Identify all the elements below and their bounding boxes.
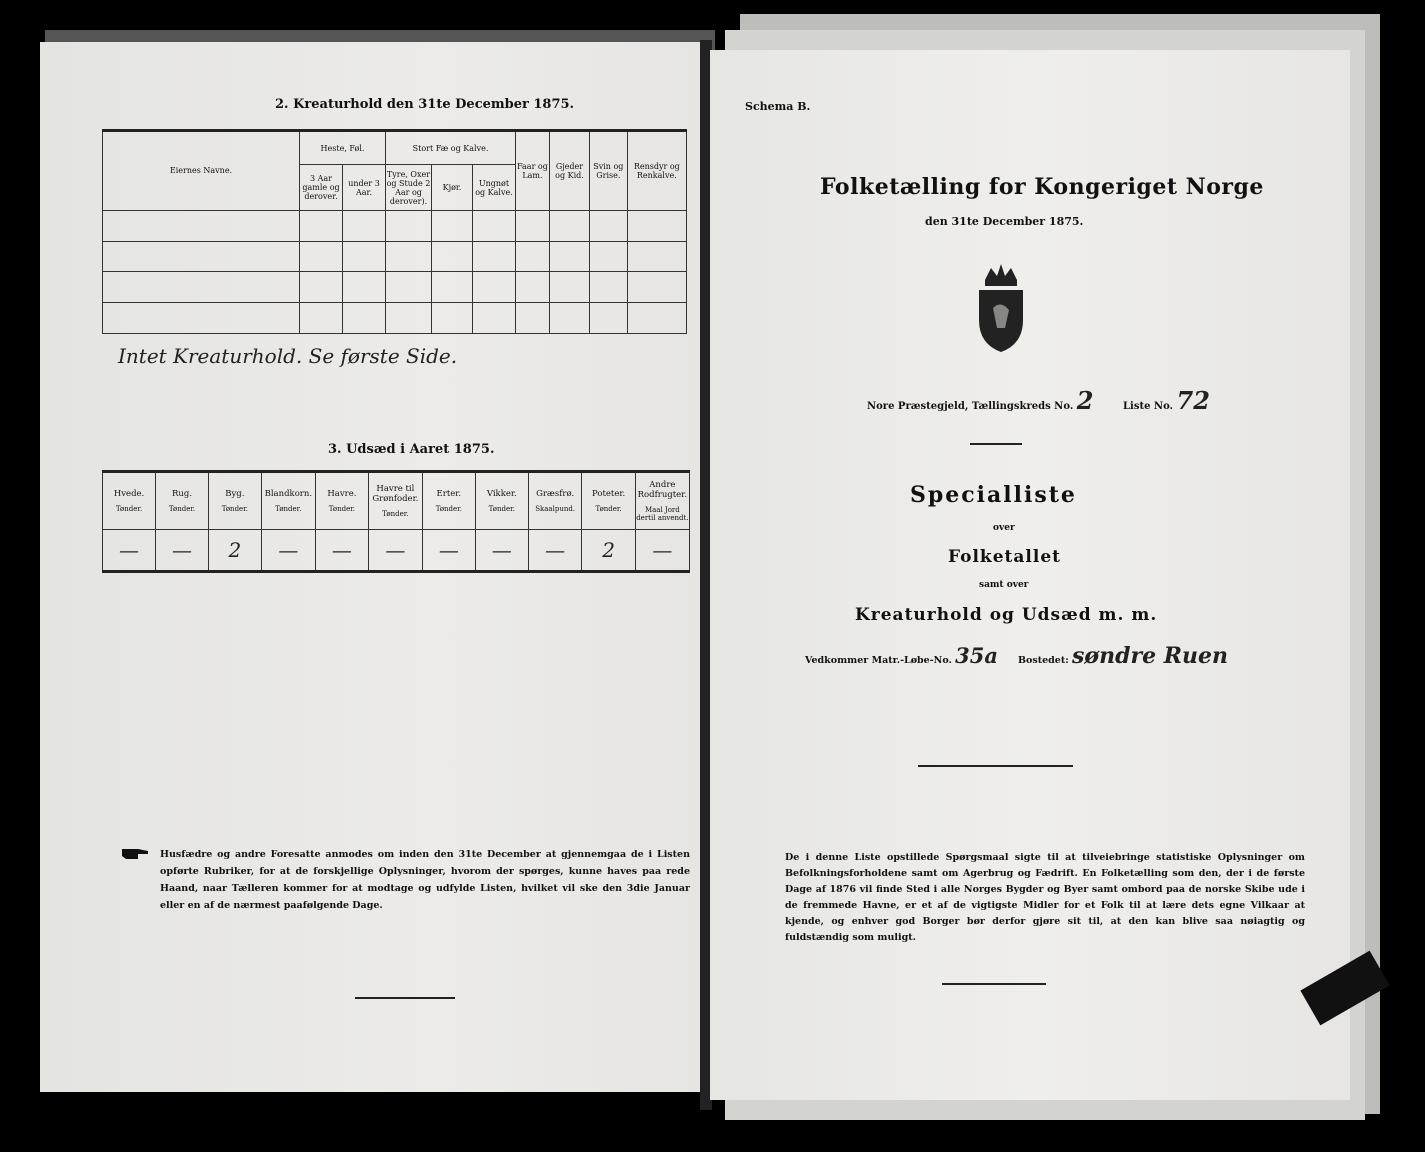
pointing-hand-icon: [122, 845, 150, 861]
seed-header: [528, 472, 582, 530]
table-row: [103, 272, 687, 303]
seed-header-label: Hvede.: [113, 489, 145, 499]
divider: [355, 997, 455, 999]
section3-title: 3. Udsæd i Aaret 1875.: [328, 442, 495, 457]
cattle-sub2: Kjør.: [432, 165, 473, 211]
table-row: [103, 303, 687, 334]
pigs-header: Svin og Grise.: [590, 131, 628, 211]
prestegjeld-label: Nore Præstegjeld,: [867, 401, 969, 412]
cattle-sub1: Tyre, Oxer og Stude 2 Aar og derover).: [386, 165, 432, 211]
document-title: Folketælling for Kongeriget Norge: [820, 174, 1264, 200]
seed-value: —: [528, 530, 582, 572]
kreds-value: 2: [1076, 386, 1094, 415]
goats-header: Gjeder og Kid.: [549, 131, 589, 211]
seed-header: [156, 472, 209, 530]
owner-header: Eiernes Navne.: [103, 131, 300, 211]
seed-header-label: Blandkorn.: [264, 489, 313, 499]
divider: [942, 983, 1046, 985]
bostedet-value: søndre Ruen: [1072, 643, 1229, 669]
seed-value: —: [422, 530, 475, 572]
seed-header: [582, 472, 635, 530]
bostedet-label: Bostedet:: [1018, 655, 1069, 666]
coat-of-arms-icon: [973, 258, 1029, 354]
district-line: [867, 386, 1093, 415]
horses-header: Heste, Føl.: [300, 131, 386, 165]
seed-unit-label: Tønder.: [382, 510, 409, 518]
bostedet-line: [1018, 643, 1228, 669]
seed-header-label: Byg.: [225, 489, 245, 499]
seed-header-label: Græsfrø.: [536, 489, 575, 499]
seed-unit-label: Maal Jord dertil anvendt.: [636, 506, 689, 522]
seed-value: —: [475, 530, 528, 572]
seed-header: [368, 472, 422, 530]
seed-header: [422, 472, 475, 530]
seed-header: [103, 472, 156, 530]
matr-label: Vedkommer Matr.-Løbe-No.: [805, 655, 952, 666]
seed-header: [261, 472, 315, 530]
seed-unit-label: Tønder.: [115, 505, 143, 513]
horses-sub2: under 3 Aar.: [343, 165, 386, 211]
liste-value: 72: [1176, 386, 1210, 415]
folketallet-title: Folketallet: [948, 547, 1061, 567]
schema-label: Schema B.: [745, 100, 811, 113]
matr-line: [805, 643, 998, 668]
seed-header-label: Vikker.: [486, 489, 517, 499]
right-page: [710, 50, 1350, 1100]
matr-value: 35a: [955, 643, 998, 668]
liste-label: Liste No.: [1123, 401, 1174, 412]
seed-unit-label: Tønder.: [328, 505, 356, 513]
intro-paragraph: De i denne Liste opstillede Spørgsmaal sigte til at tilveiebringe statistiske Oplysninger om Befolkningsforholdene samt om Agerbrug og Fædrift. En Folketælling som den, der i de første Dage af 1876 vil finde Sted i alle Norges Bygder og Byer samt ombord paa de norske Skibe ude i de fremmede Havne, er et af de vigtigste Midler for et Folk til at lære dets egne Vilkaar at kjende, og enhver god Borger bør derfor gjøre sit til, at den kan blive saa nøiagtig og fuldstændig som muligt.: [785, 852, 1305, 943]
seed-unit-label: Skaalpund.: [535, 505, 576, 513]
seed-value: —: [368, 530, 422, 572]
kreds-label: Tællingskreds No.: [971, 401, 1074, 412]
notice-text: Husfædre og andre Foresatte anmodes om inden den 31te December at gjennemgaa de i Listen opførte Rubriker, for at de forskjellige Oplysninger, hvorom der spørges, kunne haves paa rede Haand, naar Tælleren kommer for at modtage og udfylde Listen, hvilket vil ske den 3die Januar eller en af de nærmest paafølgende Dage.: [160, 849, 690, 911]
seed-header-label: Havre.: [327, 489, 357, 499]
specialliste-title: Specialliste: [910, 482, 1077, 508]
seed-value: —: [635, 530, 689, 572]
seed-value: —: [103, 530, 156, 572]
seed-header-label: Poteter.: [591, 489, 626, 499]
livestock-table: [102, 129, 687, 334]
divider: [970, 443, 1022, 445]
seed-unit-label: Tønder.: [275, 505, 302, 513]
kreaturhold-title: Kreaturhold og Udsæd m. m.: [855, 605, 1158, 625]
seed-header-label: Andre Rodfrugter.: [637, 480, 688, 500]
samt-over-text: samt over: [979, 580, 1029, 590]
seed-header: [208, 472, 261, 530]
sheep-header: Faar og Lam.: [516, 131, 550, 211]
over-text: over: [993, 523, 1015, 533]
seed-header: [475, 472, 528, 530]
cattle-header: Stort Fæ og Kalve.: [386, 131, 516, 165]
seed-value: 2: [582, 530, 635, 572]
seed-value: 2: [208, 530, 261, 572]
seed-header: [635, 472, 689, 530]
livestock-note: Intet Kreaturhold. Se første Side.: [118, 344, 458, 368]
table-row: [103, 241, 687, 272]
document-date: den 31te December 1875.: [925, 215, 1084, 228]
seed-unit-label: Tønder.: [595, 505, 622, 513]
seed-value: —: [261, 530, 315, 572]
seed-table: [102, 470, 690, 573]
seed-unit-label: Tønder.: [488, 505, 515, 513]
seed-header-label: Havre til Grønfoder.: [372, 484, 419, 504]
seed-header-label: Rug.: [172, 489, 193, 499]
left-page: [40, 42, 700, 1092]
cattle-sub3: Ungnøt og Kalve.: [473, 165, 516, 211]
seed-unit-label: Tønder.: [435, 505, 462, 513]
seed-value: —: [315, 530, 368, 572]
seed-header: [315, 472, 368, 530]
seed-unit-label: Tønder.: [168, 505, 196, 513]
seed-unit-label: Tønder.: [221, 505, 248, 513]
seed-value: —: [156, 530, 209, 572]
seed-header-label: Erter.: [436, 489, 462, 499]
horses-sub1: 3 Aar gamle og derover.: [300, 165, 343, 211]
table-row: [103, 210, 687, 241]
section2-title: 2. Kreaturhold den 31te December 1875.: [275, 97, 575, 112]
divider: [918, 765, 1073, 767]
reindeer-header: Rensdyr og Renkalve.: [627, 131, 686, 211]
liste-line: [1123, 386, 1210, 415]
